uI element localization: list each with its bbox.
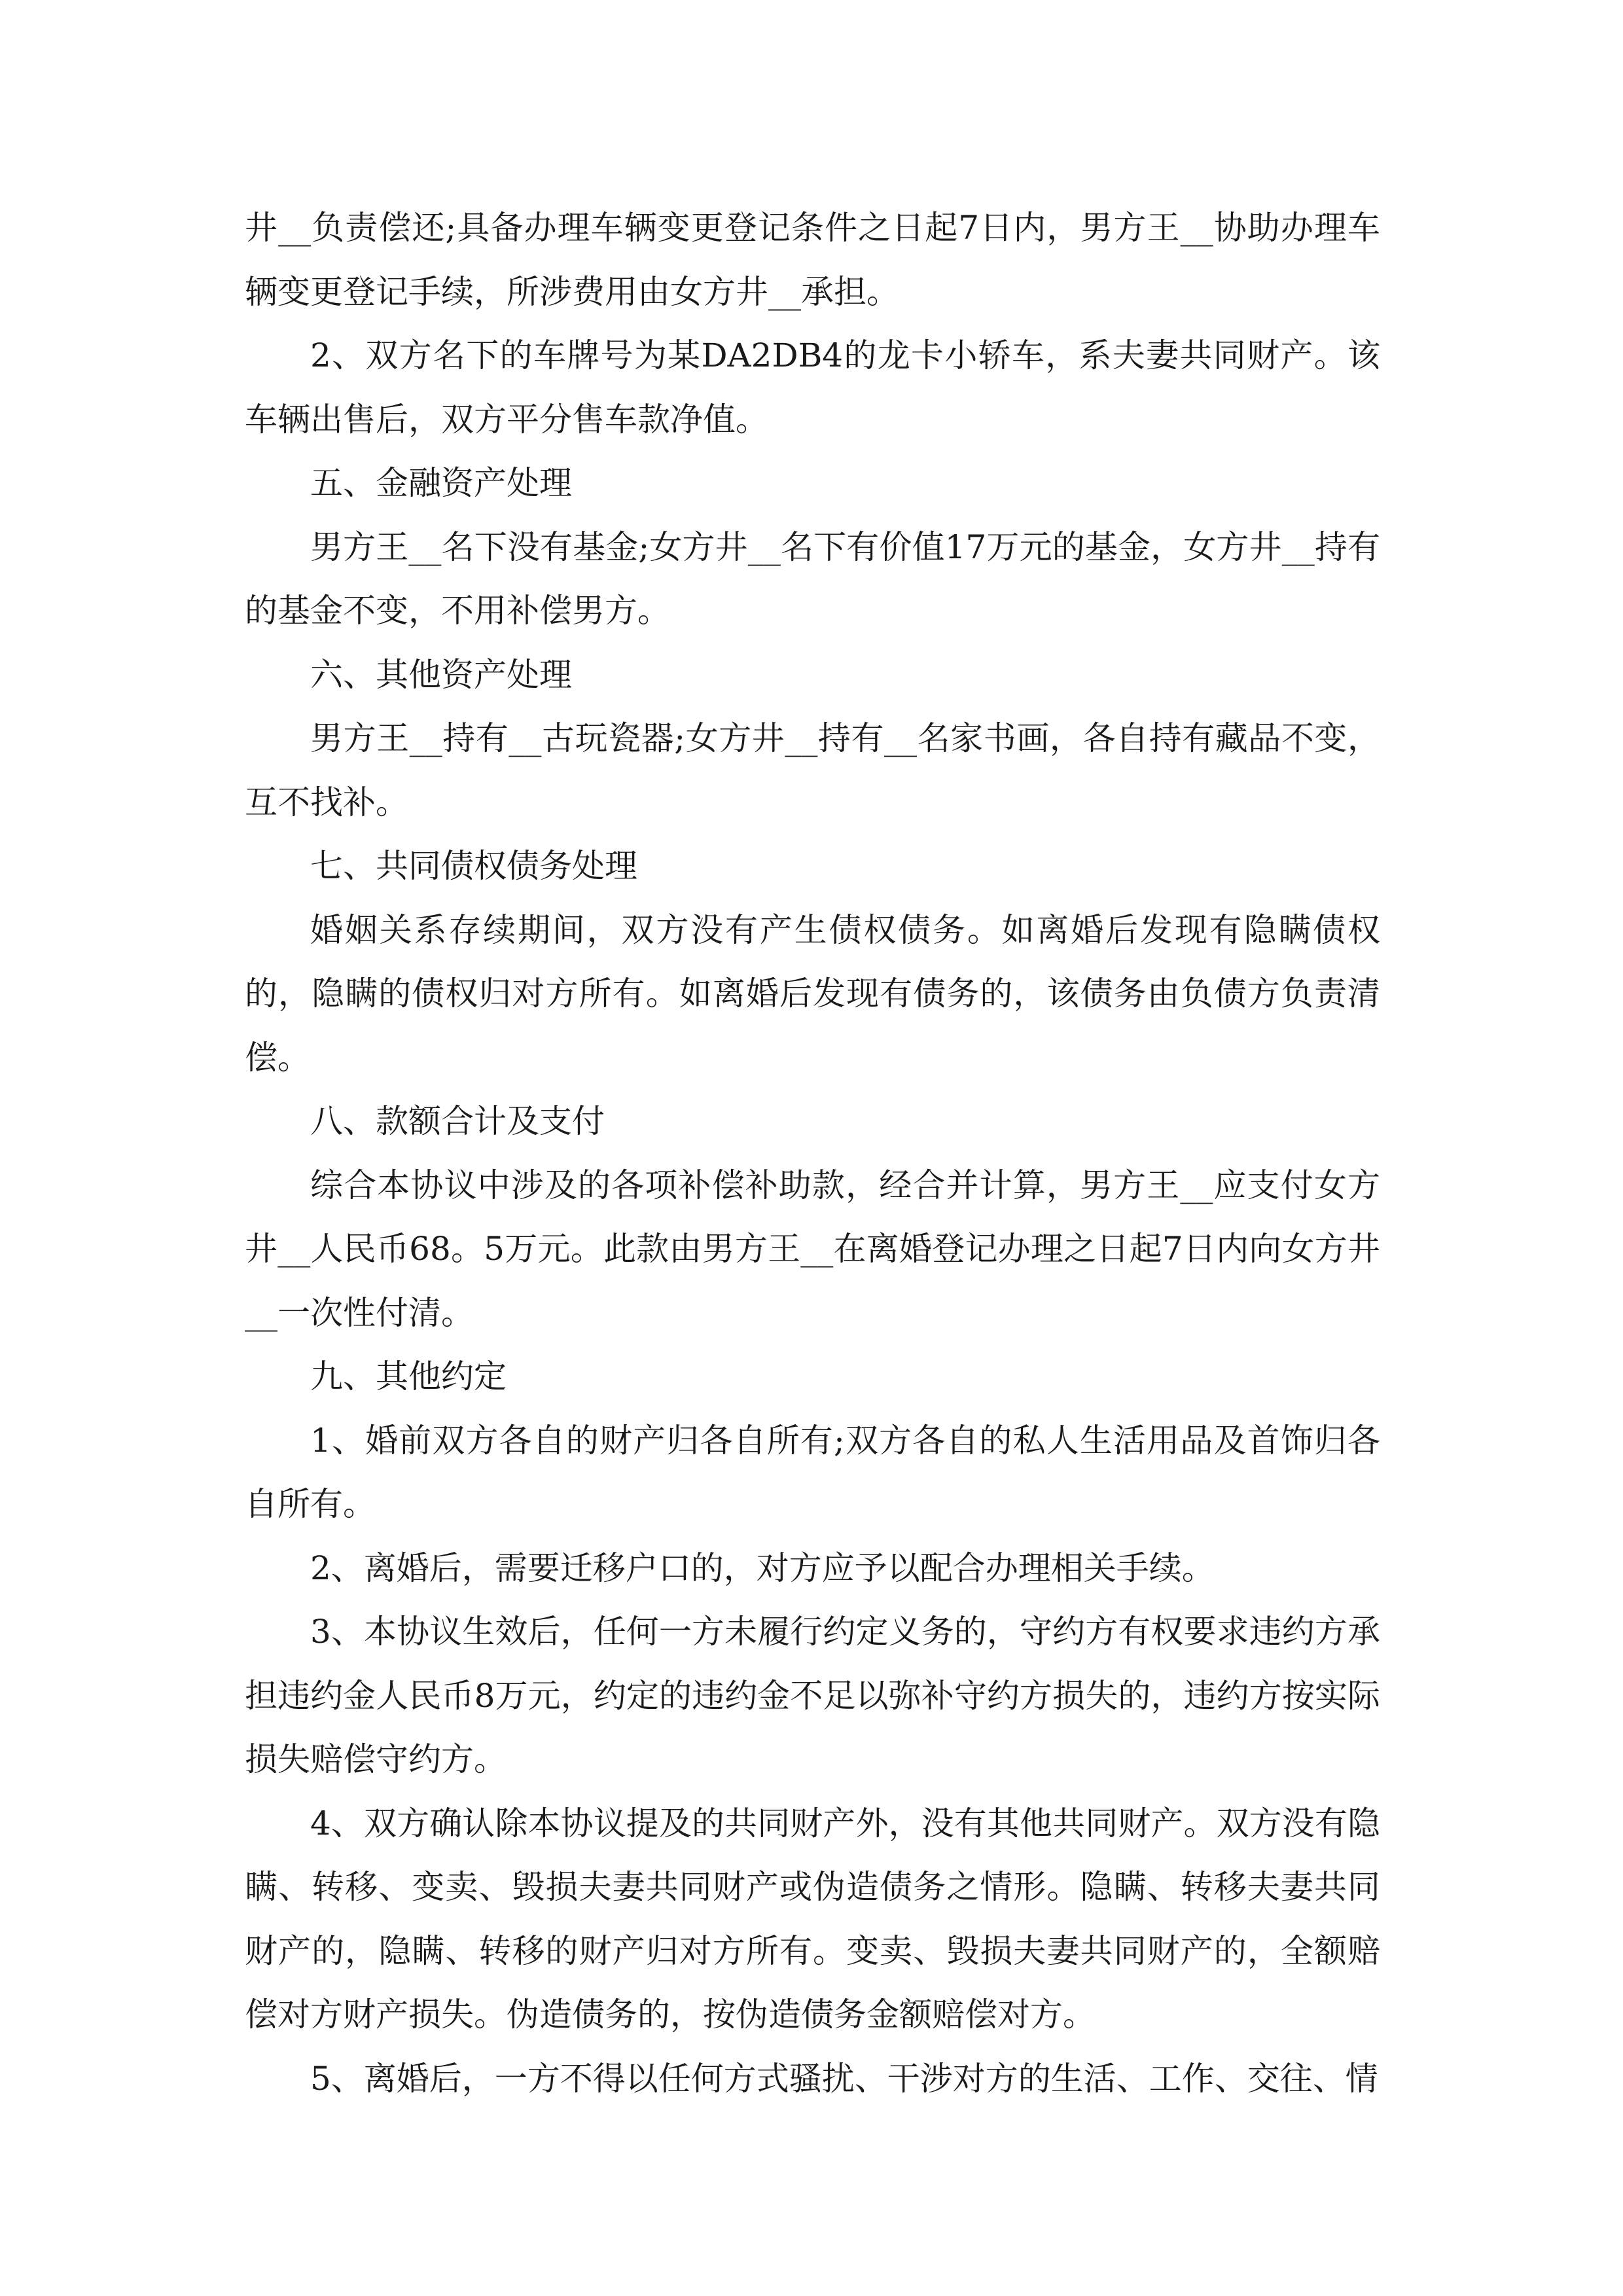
section-heading-payment: 八、款额合计及支付: [310, 1102, 605, 1140]
paragraph-joint-property-confirmation: 4、双方确认除本协议提及的共同财产外，没有其他共同财产。双方没有隐瞒、转移、变卖、毁损夫妻共同财产或伪造债务之情形。隐瞒、转移夫妻共同财产的，隐瞒、转移的财产归对方所有。变卖、毁损夫妻共同财产的，全额赔偿对方财产损失。伪造债务的，按伪造债务金额赔偿对方。: [245, 1804, 1380, 2034]
paragraph-vehicle-sale: 2、双方名下的车牌号为某DA2DB4的龙卡小轿车，系夫妻共同财产。该车辆出售后，双方平分售车款净值。: [245, 336, 1380, 439]
paragraph-debts: 婚姻关系存续期间，双方没有产生债权债务。如离婚后发现有隐瞒债权的，隐瞒的债权归对方所有。如离婚后发现有债务的，该债务由负债方负责清偿。: [245, 910, 1380, 1077]
paragraph-vehicle-transfer-continued: 井__负责偿还;具备办理车辆变更登记条件之日起7日内，男方王__协助办理车辆变更登记手续，所涉费用由女方井__承担。: [245, 209, 1380, 311]
section-heading-other-agreements: 九、其他约定: [310, 1357, 507, 1395]
paragraph-financial-assets: 男方王__名下没有基金;女方井__名下有价值17万元的基金，女方井__持有的基金不变，不用补偿男方。: [245, 528, 1380, 630]
document-body: [245, 196, 1380, 2111]
paragraph-payment: 综合本协议中涉及的各项补偿补助款，经合并计算，男方王__应支付女方井__人民币68。5万元。此款由男方王__在离婚登记办理之日起7日内向女方井__一次性付清。: [245, 1166, 1380, 1332]
section-heading-debts: 七、共同债权债务处理: [310, 847, 637, 885]
paragraph-breach-penalty: 3、本协议生效后，任何一方未履行约定义务的，守约方有权要求违约方承担违约金人民币8万元，约定的违约金不足以弥补守约方损失的，违约方按实际损失赔偿守约方。: [245, 1613, 1380, 1778]
section-heading-other-assets: 六、其他资产处理: [310, 655, 572, 694]
paragraph-premarital-property: 1、婚前双方各自的财产归各自所有;双方各自的私人生活用品及首饰归各自所有。: [245, 1421, 1380, 1523]
paragraph-household-registration: 2、离婚后，需要迁移户口的，对方应予以配合办理相关手续。: [310, 1549, 1215, 1587]
paragraph-non-interference: 5、离婚后，一方不得以任何方式骚扰、干涉对方的生活、工作、交往、情: [310, 2059, 1378, 2098]
paragraph-other-assets: 男方王__持有__古玩瓷器;女方井__持有__名家书画，各自持有藏品不变，互不找补。: [245, 719, 1380, 821]
section-heading-financial-assets: 五、金融资产处理: [310, 464, 572, 502]
